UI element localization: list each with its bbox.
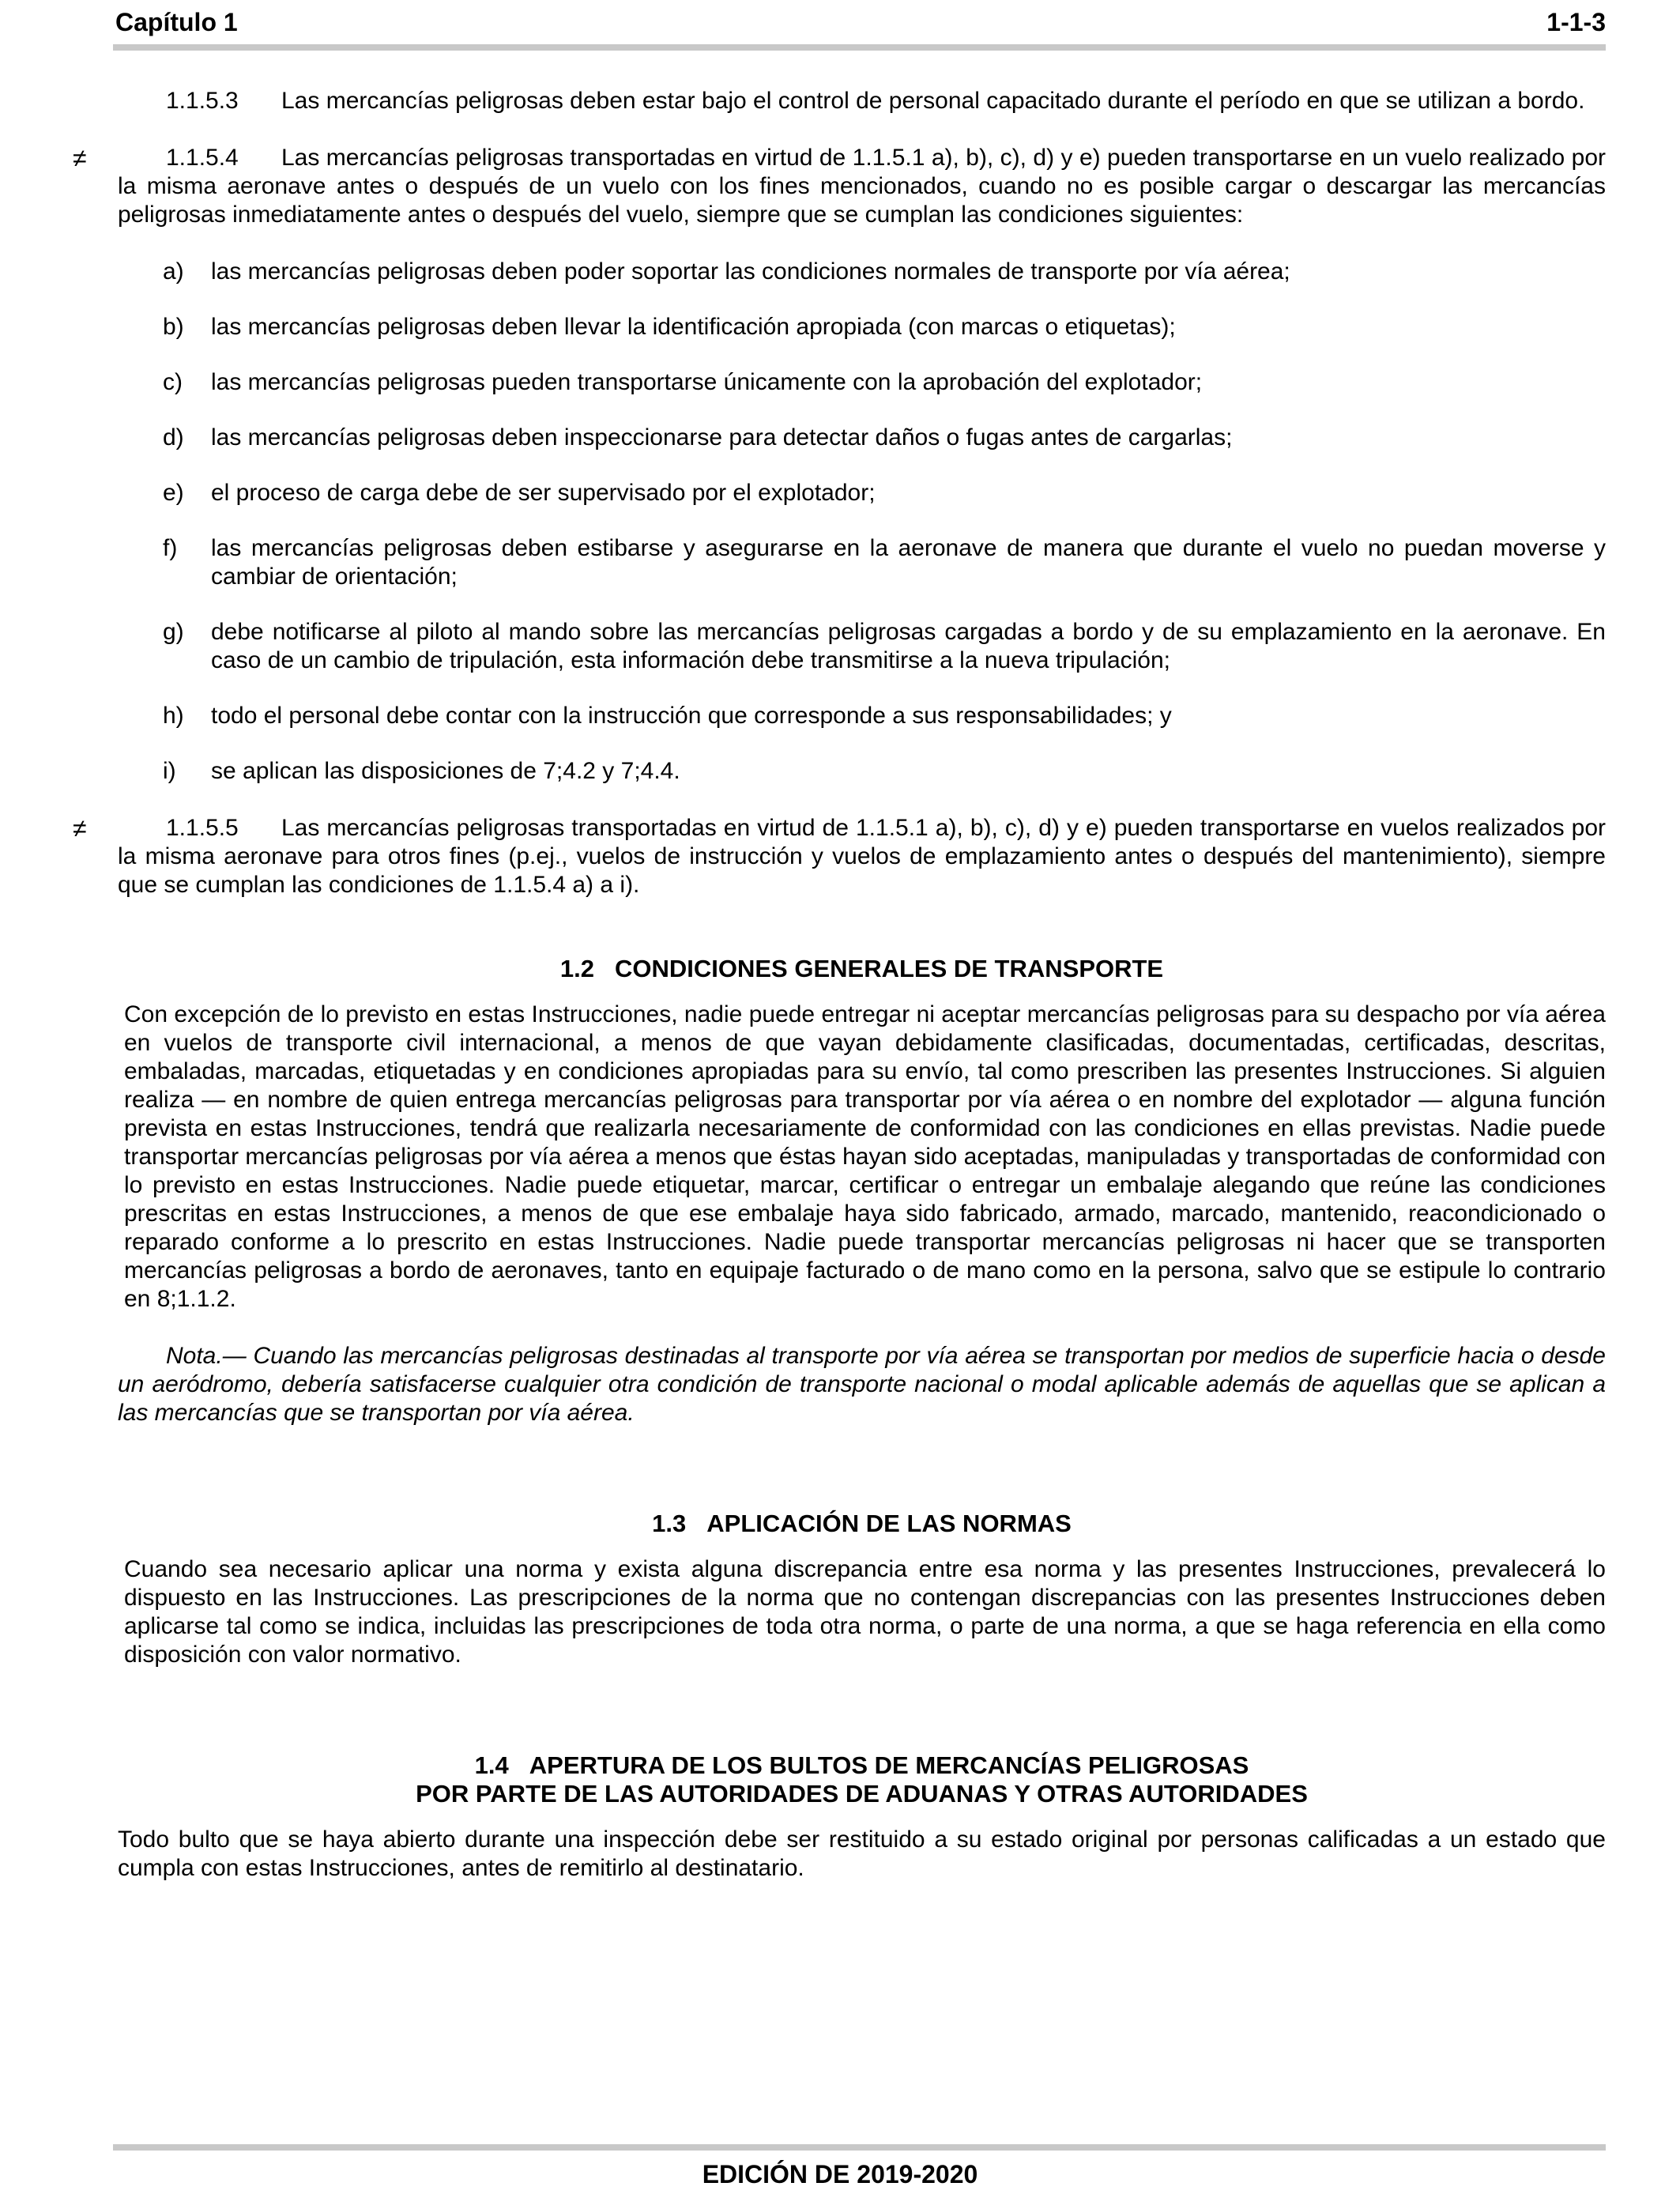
paragraph-text: Las mercancías peligrosas transportadas en virtud de 1.1.5.1 a), b), c), d) y e) pueden transportarse en un vuelo realizado por la misma aeronave antes o después de un vuelo con los fines mencionados, cuando no es posible cargar o descargar las mercancías peligrosas inmediatamente antes o después del vuelo, siempre que se cumplan las condiciones siguientes: <box>118 145 1606 228</box>
item-text: debe notificarse al piloto al mando sobre las mercancías peligrosas cargadas a bordo y de su emplazamiento en la aeronave. En caso de un cambio de tripulación, esta información debe transmitirse a la nueva tripulación; <box>211 619 1606 673</box>
section-title: APLICACIÓN DE LAS NORMAS <box>706 1510 1072 1537</box>
note-text: Nota.— Cuando las mercancías peligrosas destinadas al transporte por vía aérea se transportan por medios de superficie hacia o desde un aeródromo, debería satisfacerse cualquier otra condición de transporte nacional o modal aplicable además de aquellas que se aplican a las mercancías que se transportan por vía aérea. <box>118 1343 1606 1426</box>
section-heading-1-2 <box>118 955 1606 983</box>
edition-footer: EDICIÓN DE 2019-2020 <box>702 2160 978 2188</box>
paragraph-number: 1.1.5.4 <box>166 145 239 171</box>
list-item <box>118 618 1606 675</box>
change-mark-icon: ≠ <box>73 814 87 843</box>
list-item <box>118 424 1606 452</box>
section-heading-1-3 <box>118 1510 1606 1538</box>
item-text: se aplican las disposiciones de 7;4.2 y 7;4.4. <box>211 758 680 784</box>
section-title-line-1: APERTURA DE LOS BULTOS DE MERCANCÍAS PELIGROSAS <box>529 1751 1249 1779</box>
section-number: 1.4 <box>474 1751 509 1779</box>
paragraph-number: 1.1.5.3 <box>166 88 239 114</box>
page-header <box>115 5 1606 40</box>
section-title: CONDICIONES GENERALES DE TRANSPORTE <box>614 955 1164 982</box>
list-item <box>118 534 1606 591</box>
list-item <box>118 258 1606 286</box>
list-item <box>118 313 1606 341</box>
item-text: todo el personal debe contar con la instrucción que corresponde a sus responsabilidades; y <box>211 703 1172 729</box>
list-item <box>118 757 1606 786</box>
section-heading-1-4 <box>118 1751 1606 1808</box>
item-text: las mercancías peligrosas deben inspeccionarse para detectar daños o fugas antes de cargarlas; <box>211 424 1233 450</box>
conditions-list <box>118 258 1606 786</box>
item-label: d) <box>163 424 184 450</box>
section-1-4-text: Todo bulto que se haya abierto durante una inspección debe ser restituido a su estado original por personas calificadas a un estado que cumpla con estas Instrucciones, antes de remitirlo al destinatario. <box>118 1826 1606 1881</box>
list-item <box>118 368 1606 397</box>
header-rule <box>113 44 1606 51</box>
item-label: f) <box>163 535 178 561</box>
item-text: las mercancías peligrosas deben estibarse y asegurarse en la aeronave de manera que durante el vuelo no puedan moverse y cambiar de orientación; <box>211 535 1606 590</box>
footer-rule <box>113 2144 1606 2151</box>
section-number: 1.3 <box>652 1510 687 1537</box>
item-label: a) <box>163 258 184 285</box>
paragraph-text: Las mercancías peligrosas deben estar bajo el control de personal capacitado durante el período en que se utilizan a bordo. <box>281 88 1585 114</box>
item-text: las mercancías peligrosas deben llevar la identificación apropiada (con marcas o etiquetas); <box>211 314 1176 340</box>
paragraph-1-1-5-4 <box>73 144 1606 229</box>
list-item <box>118 479 1606 507</box>
item-label: e) <box>163 480 184 506</box>
section-title-line-2: POR PARTE DE LAS AUTORIDADES DE ADUANAS Y OTRAS AUTORIDADES <box>416 1780 1308 1808</box>
paragraph-text: Las mercancías peligrosas transportadas en virtud de 1.1.5.1 a), b), c), d) y e) pueden transportarse en vuelos realizados por la misma aeronave para otros fines (p.ej., vuelos de instrucción y vuelos de emplazamiento antes o después del mantenimiento), siempre que se cumplan las condiciones de 1.1.5.4 a) a i). <box>118 815 1606 898</box>
paragraph-number: 1.1.5.5 <box>166 815 239 841</box>
chapter-label: Capítulo 1 <box>115 7 238 36</box>
item-label: b) <box>163 314 184 340</box>
section-1-2-text: Con excepción de lo previsto en estas Instrucciones, nadie puede entregar ni aceptar mercancías peligrosas para su despacho por vía aérea en vuelos de transporte civil internacional, a menos de que vayan debidamente clasificadas, documentadas, certificadas, descritas, embaladas, marcadas, etiquetadas y en condiciones apropiadas para su envío, tal como prescriben las presentes Instrucciones. Si alguien realiza — en nombre de quien entrega mercancías peligrosas para transportar por vía aérea o en nombre del explotador — alguna función prevista en estas Instrucciones, tendrá que realizarla necesariamente de conformidad con las condiciones en ellas previstas. Nadie puede transportar mercancías peligrosas por vía aérea a menos que éstas hayan sido aceptadas, manipuladas y transportadas de conformidad con lo previsto en estas Instrucciones. Nadie puede etiquetar, marcar, certificar o entregar un embalaje alegando que reúne las condiciones prescritas en estas Instrucciones, a menos de que ese embalaje haya sido fabricado, armado, marcado, mantenido, reacondicionado o reparado conforme a lo prescrito en estas Instrucciones. Nadie puede transportar mercancías peligrosas ni hacer que se transporten mercancías peligrosas a bordo de aeronaves, tanto en equipaje facturado o de mano como en la persona, salvo que se estipule lo contrario en 8;1.1.2. <box>124 1001 1606 1312</box>
list-item <box>118 702 1606 730</box>
item-text: las mercancías peligrosas deben poder soportar las condiciones normales de transporte por vía aérea; <box>211 258 1290 285</box>
item-label: h) <box>163 703 184 729</box>
item-text: las mercancías peligrosas pueden transportarse únicamente con la aprobación del explotador; <box>211 369 1203 395</box>
item-text: el proceso de carga debe de ser supervisado por el explotador; <box>211 480 876 506</box>
item-label: g) <box>163 619 184 645</box>
paragraph-1-1-5-5 <box>73 814 1606 899</box>
page-number: 1-1-3 <box>1546 7 1606 36</box>
section-1-3-text: Cuando sea necesario aplicar una norma y exista alguna discrepancia entre esa norma y las presentes Instrucciones, prevalecerá lo dispuesto en las Instrucciones. Las prescripciones de la norma que no contengan discrepancias con las presentes Instrucciones deben aplicarse tal como se indica, incluidas las prescripciones de toda otra norma, o parte de una norma, a que se haga referencia en ella como disposición con valor normativo. <box>124 1556 1606 1668</box>
section-number: 1.2 <box>559 955 594 982</box>
page-content <box>73 87 1606 1883</box>
item-label: i) <box>163 758 176 784</box>
paragraph-1-1-5-3 <box>118 87 1606 115</box>
change-mark-icon: ≠ <box>73 144 87 172</box>
item-label: c) <box>163 369 183 395</box>
